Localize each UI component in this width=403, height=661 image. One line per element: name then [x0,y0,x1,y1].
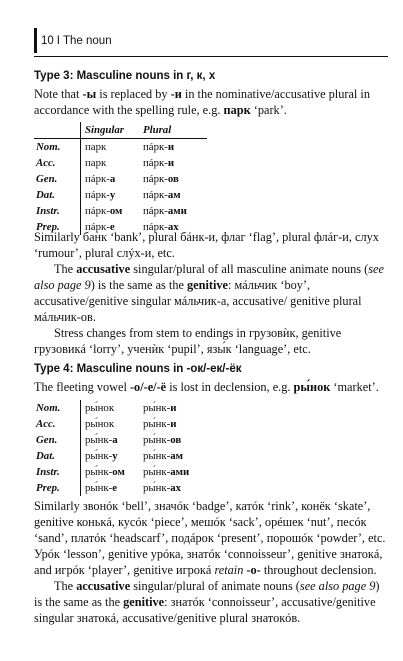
plural-form: пáрк-ах [143,221,179,233]
singular-form: пáрк-у [85,189,116,201]
table-row [34,480,207,496]
type3-accusative-note: The accusative singular/plural of all masculine animate nouns (see also page 9) is the same as the genitive: мáльчик ‘boy’, accusative/genitive singular мáльчик-а, accusative/ genitive plural мáльчик-ов. [34,262,384,324]
singular-form: ры́нк-у [85,450,118,462]
table-row [34,155,207,171]
plural-form: ры́нк-и [143,402,177,414]
col-singular: Singular [81,122,142,139]
singular-form: пáрк-ом [85,205,123,217]
case-label: Dat. [34,448,81,464]
type3-heading: Type 3: Masculine nouns in г, к, х [34,70,216,82]
case-label: Prep. [34,480,81,496]
plural-form: пáрк-ами [143,205,187,217]
case-label: Acc. [34,416,81,432]
header-separator: I [56,34,60,47]
table-row [34,139,207,156]
type4-similarly: Similarly звонóк ‘bell’, значóк ‘badge’, катóк ‘rink’, конёк ‘skate’, genitive конькá, кусóк ‘piece’, мешóк ‘sack’, орéшек ‘nut’, песóк ‘sand’, платóк ‘headscarf’, подáрок ‘present’, порошóк ‘powder’, etc. Урóк ‘lesson’, genitive урóка, знатóк ‘connoisseur’, genitive знатокá, and игрóк ‘player’, genitive игрокá retain -о- throughout declension. [34,499,386,577]
plural-form: ры́нк-ам [143,450,184,462]
singular-form: ры́нок [85,418,115,430]
plural-form: пáрк-ам [143,189,181,201]
case-label: Gen. [34,171,81,187]
plural-form: пáрк-и [143,157,175,169]
type3-similarly: Similarly банк ‘bank’, plural бáнк-и, флаг ‘flag’, plural флáг-и, слух ‘rumour’, plural слýх-и, etc. [34,230,379,260]
type4-intro: The fleeting vowel -о/-е/-ё is lost in declension, e.g. ры́нок ‘market’. [34,380,379,394]
singular-form: ры́нк-ом [85,466,125,478]
running-header [34,28,112,53]
singular-form: парк [85,141,107,153]
table-row [34,187,207,203]
table-row [34,416,207,432]
type4-accusative-note: The accusative singular/plural of animate nouns (see also page 9) is the same as the genitive: знатóк ‘connoisseur’, accusative/genitive singular знатокá, accusative/genitive plural знатокóв. [34,579,380,625]
type4-heading: Type 4: Masculine nouns in -ок/-ек/-ёк [34,363,242,375]
singular-form: парк [85,157,107,169]
table-row [34,400,207,416]
plural-form: пáрк-и [143,141,175,153]
section-title: The noun [63,34,112,47]
type3-declension-table [34,122,207,235]
plural-form: ры́нк-ах [143,482,182,494]
singular-form: ры́нк-а [85,434,118,446]
case-label: Instr. [34,203,81,219]
singular-form: ры́нк-е [85,482,118,494]
table-row [34,171,207,187]
type3-intro: Note that -ы is replaced by -и in the nominative/accusative plural in accordance with the spelling rule, e.g. парк ‘park’. [34,87,370,117]
case-label: Gen. [34,432,81,448]
singular-form: ры́нок [85,402,115,414]
case-label: Instr. [34,464,81,480]
col-plural: Plural [141,122,207,139]
singular-form: пáрк-а [85,173,116,185]
type3-stress-note: Stress changes from stem to endings in грузовѝк, genitive грузовикá ‘lorry’, ученѝк ‘pupil’, язы́к ‘language’, etc. [34,326,342,356]
plural-form: ры́нк-ами [143,466,190,478]
singular-form: пáрк-е [85,221,115,233]
header-divider [34,56,388,57]
plural-form: ры́нк-и [143,418,177,430]
case-label: Nom. [34,400,81,416]
plural-form: пáрк-ов [143,173,179,185]
table-row [34,203,207,219]
case-label: Acc. [34,155,81,171]
case-label: Dat. [34,187,81,203]
table-row [34,464,207,480]
table-row [34,448,207,464]
page-number: 10 [41,34,54,47]
table-row [34,432,207,448]
case-label: Nom. [34,139,81,156]
header-rule [34,28,37,53]
type4-declension-table [34,400,208,496]
case-label: Prep. [34,219,81,235]
plural-form: ры́нк-ов [143,434,182,446]
